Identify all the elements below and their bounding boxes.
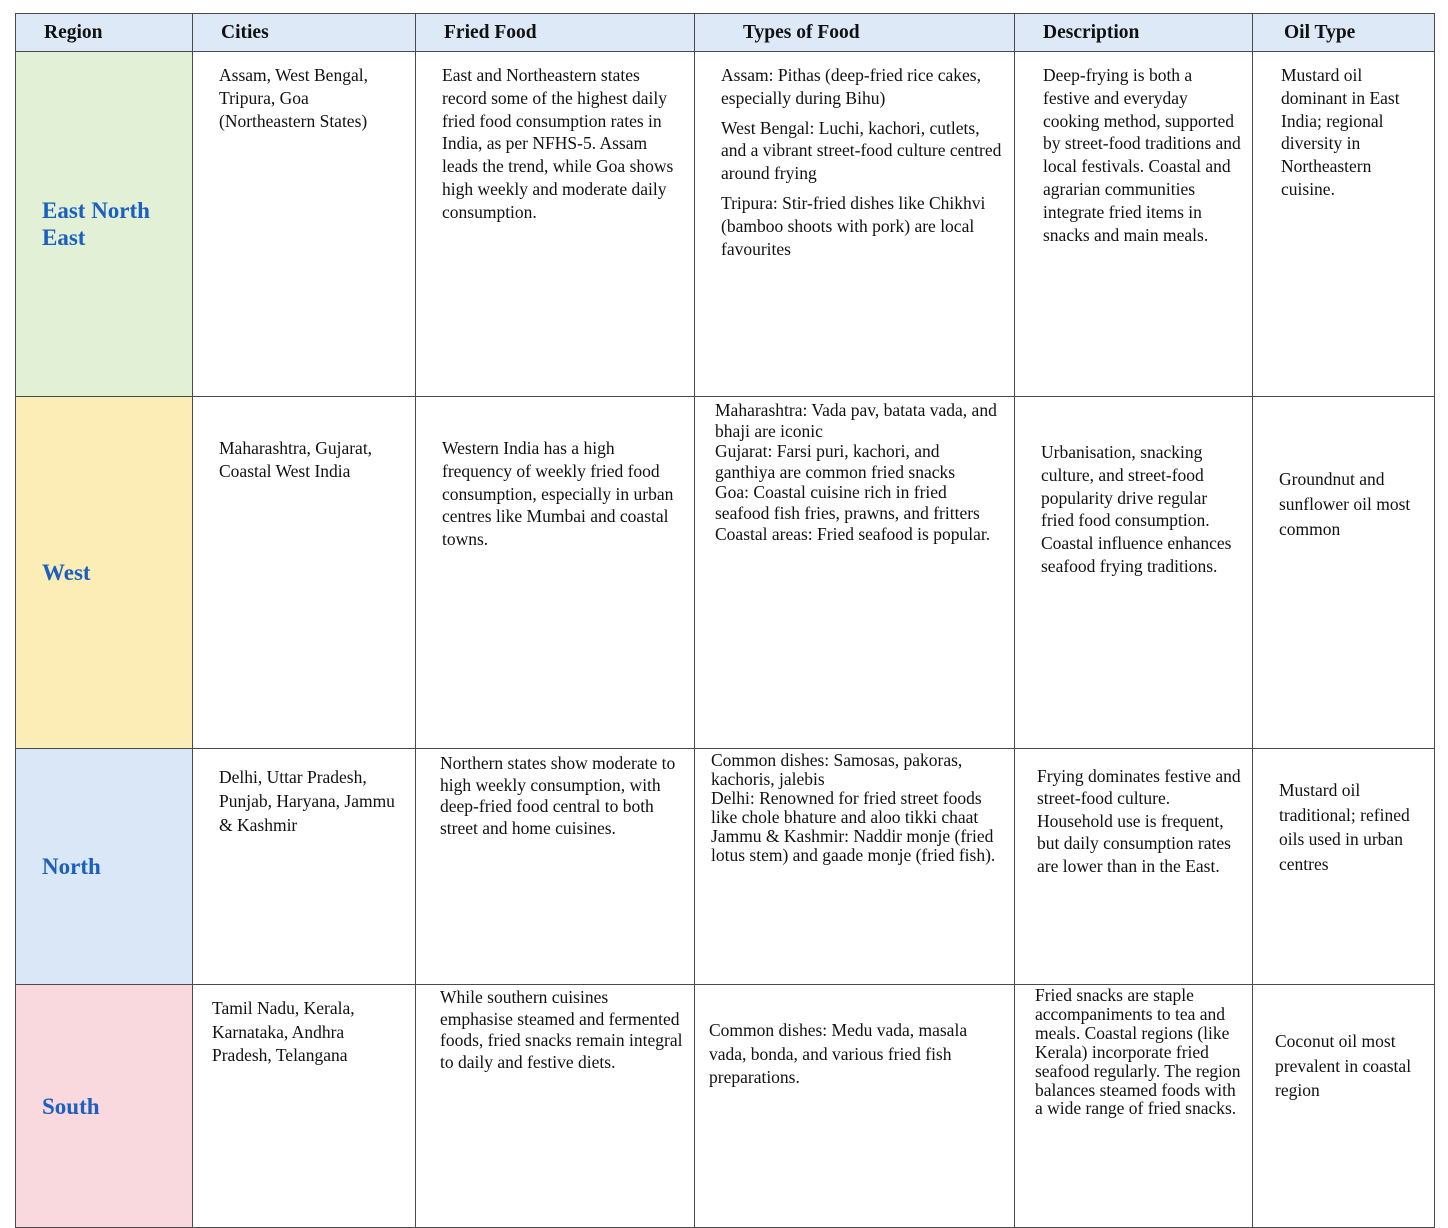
fried-food-cell [416,52,695,397]
fried-food-table [15,13,1435,1228]
fried-food-text: While southern cuisines emphasise steamed and fermented foods, fried snacks remain integral to daily and festive diets. [440,987,683,1072]
food-type-item: West Bengal: Luchi, kachori, cutlets, and a vibrant street-food culture centred around frying [721,117,1002,184]
description-text: Deep-frying is both a festive and everyday cooking method, supported by street-food traditions and local festivals. Coastal and agrarian communities integrate fried items in snacks and main meals. [1043,65,1241,245]
cities-text: Delhi, Uttar Pradesh, Punjab, Haryana, Jammu & Kashmir [219,767,395,835]
header-region: Region [16,14,193,52]
fried-food-text: Western India has a high frequency of weekly fried food consumption, especially in urban centres like Mumbai and coastal towns. [442,438,674,550]
oil-type-cell [1253,397,1435,749]
fried-food-text: East and Northeastern states record some of the highest daily fried food consumption rates in India, as per NFHS-5. Assam leads the trend, while Goa shows high weekly and moderate daily consumption. [442,65,674,222]
oil-type-cell [1253,985,1435,1228]
region-cell [16,52,193,397]
fried-food-cell [416,985,695,1228]
description-cell [1015,985,1253,1228]
region-name: South [42,1093,100,1119]
header-description: Description [1015,14,1253,52]
food-type-item: Common dishes: Medu vada, masala vada, bonda, and various fried fish preparations. [709,1020,968,1087]
cities-text: Tamil Nadu, Kerala, Karnataka, Andhra Pradesh, Telangana [212,998,355,1065]
header-row [16,14,1435,52]
food-type-item: Assam: Pithas (deep-fried rice cakes, especially during Bihu) [721,65,981,108]
oil-type-cell [1253,52,1435,397]
fried-food-cell [416,397,695,749]
food-type-item: Common dishes: Samosas, pakoras, kachoris, jalebis [711,750,963,789]
cities-text: Assam, West Bengal, Tripura, Goa (Northeastern States) [219,65,368,131]
region-name: North [42,854,101,879]
description-cell [1015,52,1253,397]
food-type-item: Delhi: Renowned for fried street foods like chole bhature and aloo tikki chaat [711,787,982,827]
cities-cell [193,985,416,1228]
types-of-food-cell [695,985,1015,1228]
fried-food-text: Northern states show moderate to high weekly consumption, with deep-fried food central to both street and home cuisines. [440,753,676,838]
region-name: East North East [42,198,150,250]
description-text: Fried snacks are staple accompaniments to tea and meals. Coastal regions (like Kerala) incorporate fried seafood regularly. The region balances steamed foods with a wide range of fried snacks. [1035,985,1241,1119]
header-oil-type: Oil Type [1253,14,1435,52]
oil-type-text: Coconut oil most prevalent in coastal region [1275,1031,1412,1100]
food-type-item: Maharashtra: Vada pav, batata vada, and bhaji are iconic [715,400,997,441]
fried-food-cell [416,749,695,985]
oil-type-text: Mustard oil dominant in East India; regional diversity in Northeastern cuisine. [1281,65,1400,199]
header-types-of-food: Types of Food [695,14,1015,52]
table-row [16,749,1435,985]
types-of-food-cell [695,749,1015,985]
table-row [16,985,1435,1228]
region-cell [16,397,193,749]
table-row [16,397,1435,749]
cities-cell [193,52,416,397]
types-of-food-cell [695,52,1015,397]
types-of-food-cell [695,397,1015,749]
cities-text: Maharashtra, Gujarat, Coastal West India [219,438,373,481]
oil-type-cell [1253,749,1435,985]
food-type-item: Jammu & Kashmir: Naddir monje (fried lotus stem) and gaade monje (fried fish). [711,825,996,865]
region-name: West [42,560,91,585]
food-type-item: Gujarat: Farsi puri, kachori, and ganthiya are common fried snacks [715,441,956,482]
header-fried-food: Fried Food [416,14,695,52]
oil-type-text: Mustard oil traditional; refined oils used in urban centres [1279,780,1410,874]
cities-cell [193,749,416,985]
oil-type-text: Groundnut and sunflower oil most common [1279,469,1411,539]
description-cell [1015,749,1253,985]
table-row [16,52,1435,397]
description-text: Urbanisation, snacking culture, and street-food popularity drive regular fried food consumption. Coastal influence enhances seafood frying traditions. [1041,442,1232,576]
header-cities: Cities [193,14,416,52]
description-text: Frying dominates festive and street-food culture. Household use is frequent, but daily consumption rates are lower than in the East. [1037,766,1241,876]
food-type-item: Coastal areas: Fried seafood is popular. [715,523,991,544]
region-cell [16,985,193,1228]
cities-cell [193,397,416,749]
food-type-item: Goa: Coastal cuisine rich in fried seafood fish fries, prawns, and fritters [715,482,980,523]
food-type-item: Tripura: Stir-fried dishes like Chikhvi (bamboo shoots with pork) are local favourites [721,192,986,259]
region-cell [16,749,193,985]
description-cell [1015,397,1253,749]
